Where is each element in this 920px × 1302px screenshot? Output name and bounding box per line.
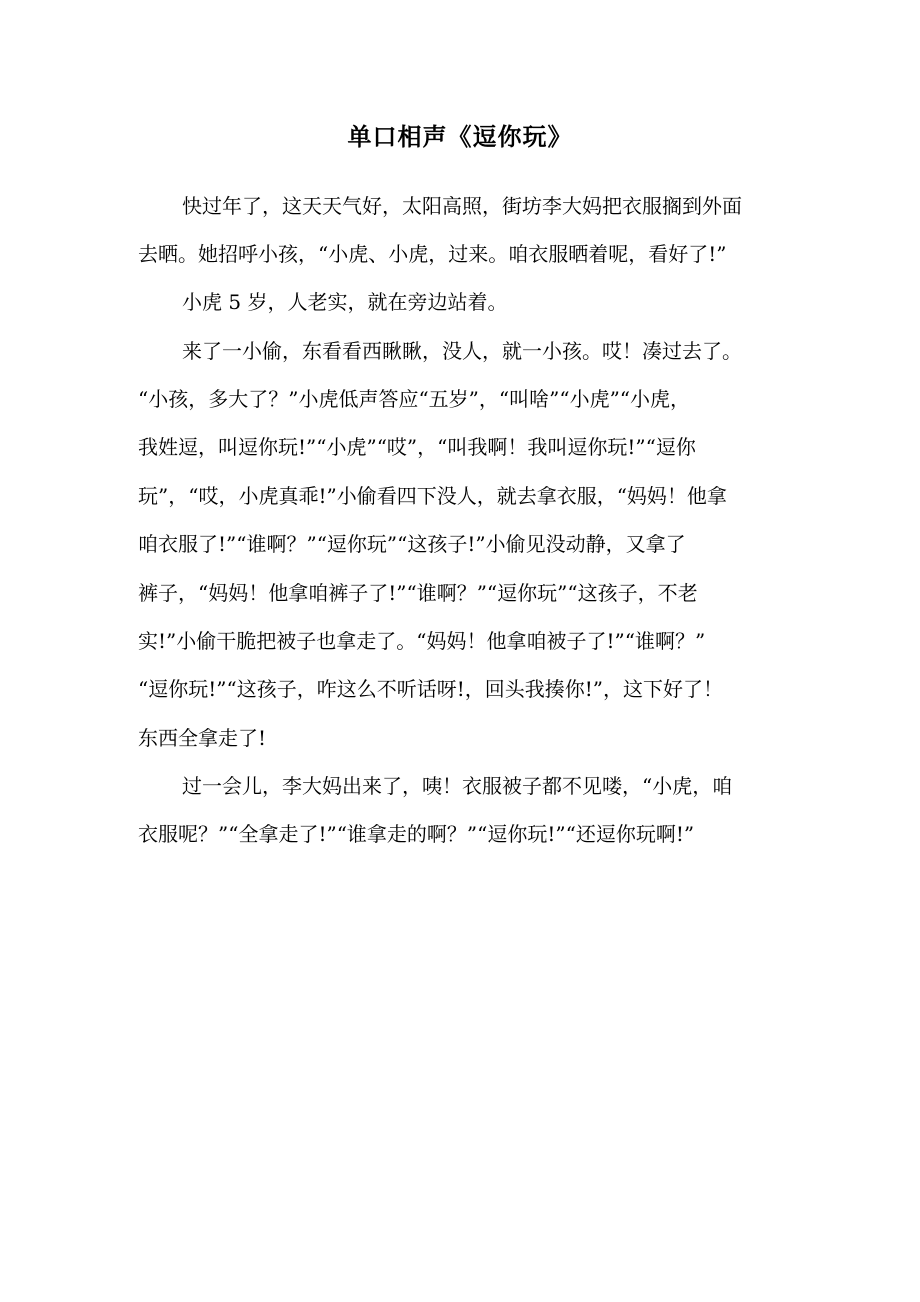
- text-line: 去晒。她招呼小孩，“小虎、小虎，过来。咱衣服晒着呢，看好了!”: [138, 242, 727, 266]
- text-line: 咱衣服了!”“谁啊？”“逗你玩”“这孩子!”小偷见没动静，又拿了: [138, 532, 686, 556]
- text-line: 东西全拿走了!: [138, 726, 267, 750]
- document-title: 单口相声《逗你玩》: [347, 123, 573, 151]
- text-line: “逗你玩!”“这孩子，咋这么不听话呀!，回头我揍你!”，这下好了！: [138, 677, 724, 701]
- text-line: 来了一小偷，东看看西瞅瞅，没人，就一小孩。哎！凑过去了。: [182, 339, 742, 363]
- text-line: 快过年了，这天天气好，太阳高照，街坊李大妈把衣服搁到外面: [182, 194, 742, 218]
- text-line: 小虎 5 岁，人老实，就在旁边站着。: [182, 290, 508, 314]
- text-line: 实!”小偷干脆把被子也拿走了。“妈妈！他拿咱被子了!”“谁啊？”: [138, 629, 706, 653]
- text-line: 衣服呢？”“全拿走了!”“谁拿走的啊？”“逗你玩!”“还逗你玩啊!”: [138, 822, 695, 846]
- text-line: 玩”，“哎，小虎真乖!”小偷看四下没人，就去拿衣服，“妈妈！他拿: [138, 484, 727, 508]
- text-line: 我姓逗，叫逗你玩!”“小虎”“哎”，“叫我啊！我叫逗你玩!”“逗你: [138, 435, 696, 459]
- text-line: 裤子，“妈妈！他拿咱裤子了!”“谁啊？”“逗你玩”“这孩子，不老: [138, 581, 698, 605]
- text-line: “小孩，多大了？”小虎低声答应“五岁”，“叫啥”“小虎”“小虎，: [138, 387, 691, 411]
- text-line: 过一会儿，李大妈出来了，咦！衣服被子都不见喽，“小虎，咱: [182, 774, 733, 798]
